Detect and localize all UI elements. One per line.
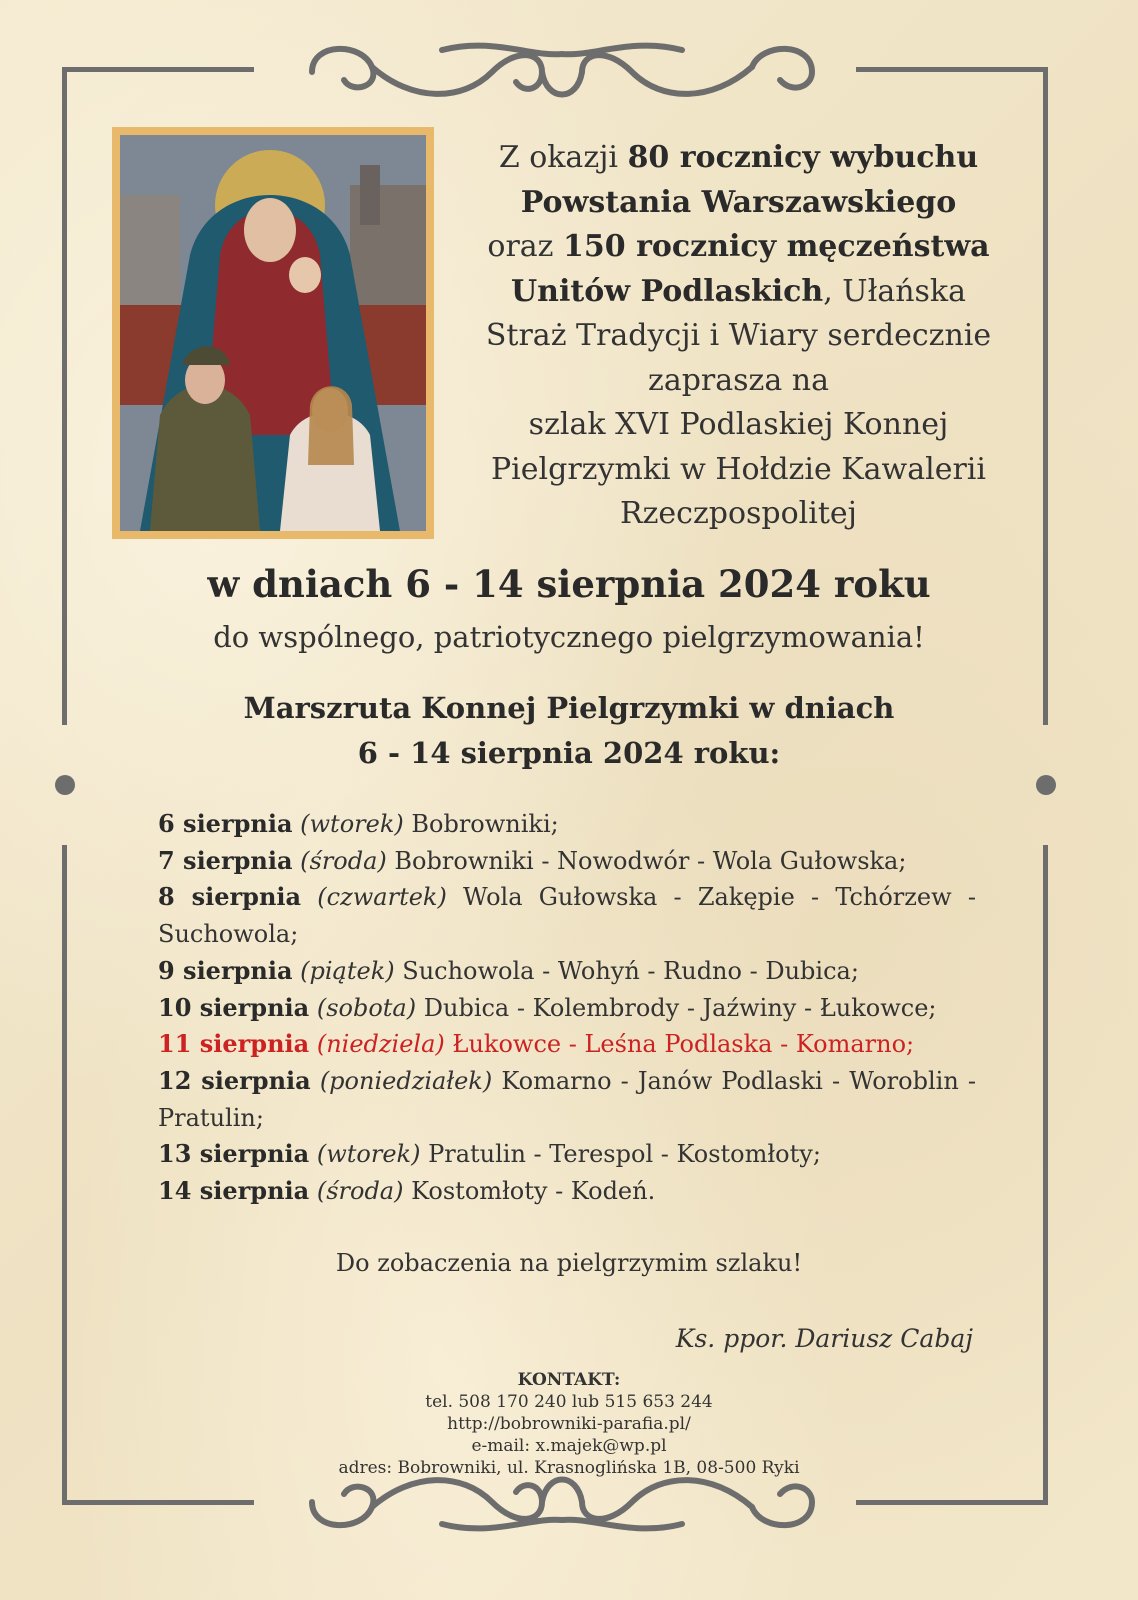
- contact-phone: tel. 508 170 240 lub 515 653 244: [425, 1392, 713, 1412]
- route-item: 13 sierpnia (wtorek) Pratulin - Terespol - Kostomłoty;: [158, 1139, 821, 1169]
- closing-text: Do zobaczenia na pielgrzymim szlaku!: [335, 1249, 803, 1277]
- frame-bottom-right: [856, 1500, 1048, 1505]
- contact-address: adres: Bobrowniki, ul. Krasnoglińska 1B, 08-500 Ryki: [338, 1458, 800, 1478]
- route-item-highlighted: 11 sierpnia (niedziela) Łukowce - Leśna Podlaska - Komarno;: [158, 1029, 915, 1059]
- route-item: 12 sierpnia (poniedziałek) Komarno - Janów Podlaski - Woroblin - Pratulin;: [158, 1065, 976, 1132]
- route-item: 6 sierpnia (wtorek) Bobrowniki;: [158, 809, 559, 838]
- route-list: [158, 806, 976, 1210]
- contact-title: KONTAKT:: [517, 1370, 621, 1390]
- route-item: 14 sierpnia (środa) Kostomłoty - Kodeń.: [158, 1176, 656, 1206]
- frame-dot-right: [1036, 775, 1056, 795]
- frame-dot-left: [55, 775, 75, 795]
- top-scroll-ornament-icon: [292, 32, 832, 112]
- contact-url[interactable]: http://bobrowniki-parafia.pl/: [447, 1414, 691, 1434]
- contact-block: [0, 1369, 1138, 1479]
- contact-email[interactable]: e-mail: x.majek@wp.pl: [471, 1436, 667, 1456]
- frame-bottom-left: [62, 1500, 254, 1505]
- intro-text: Z okazji 80 rocznicy wybuchu Powstania Warszawskiego oraz 150 rocznicy męczeństwa Unitów Podlaskich, Ułańska Straż Tradycji i Wiary serdecznie zaprasza na szlak XVI Podlaskiej Konnej Pielgrzymki w Hołdzie Kawalerii Rzeczpospolitej: [485, 140, 992, 531]
- madonna-painting: [112, 127, 434, 539]
- route-item: 7 sierpnia (środa) Bobrowniki - Nowodwór - Wola Gułowska;: [158, 845, 907, 875]
- dates-heading: w dniach 6 - 14 sierpnia 2024 roku: [207, 562, 931, 606]
- route-item: 8 sierpnia (czwartek) Wola Gułowska - Zakępie - Tchórzew - Suchowola;: [158, 882, 976, 949]
- frame-top-left: [62, 67, 254, 72]
- route-item: 9 sierpnia (piątek) Suchowola - Wohyń - Rudno - Dubica;: [158, 955, 859, 985]
- route-heading: Marszruta Konnej Pielgrzymki w dniach 6 - 14 sierpnia 2024 roku:: [243, 691, 895, 770]
- route-item: 10 sierpnia (sobota) Dubica - Kolembrody - Jaźwiny - Łukowce;: [158, 992, 937, 1022]
- signature: Ks. ppor. Dariusz Cabaj: [675, 1324, 973, 1353]
- dates-subheading: do wspólnego, patriotycznego pielgrzymowania!: [213, 620, 925, 654]
- frame-top-right: [856, 67, 1048, 72]
